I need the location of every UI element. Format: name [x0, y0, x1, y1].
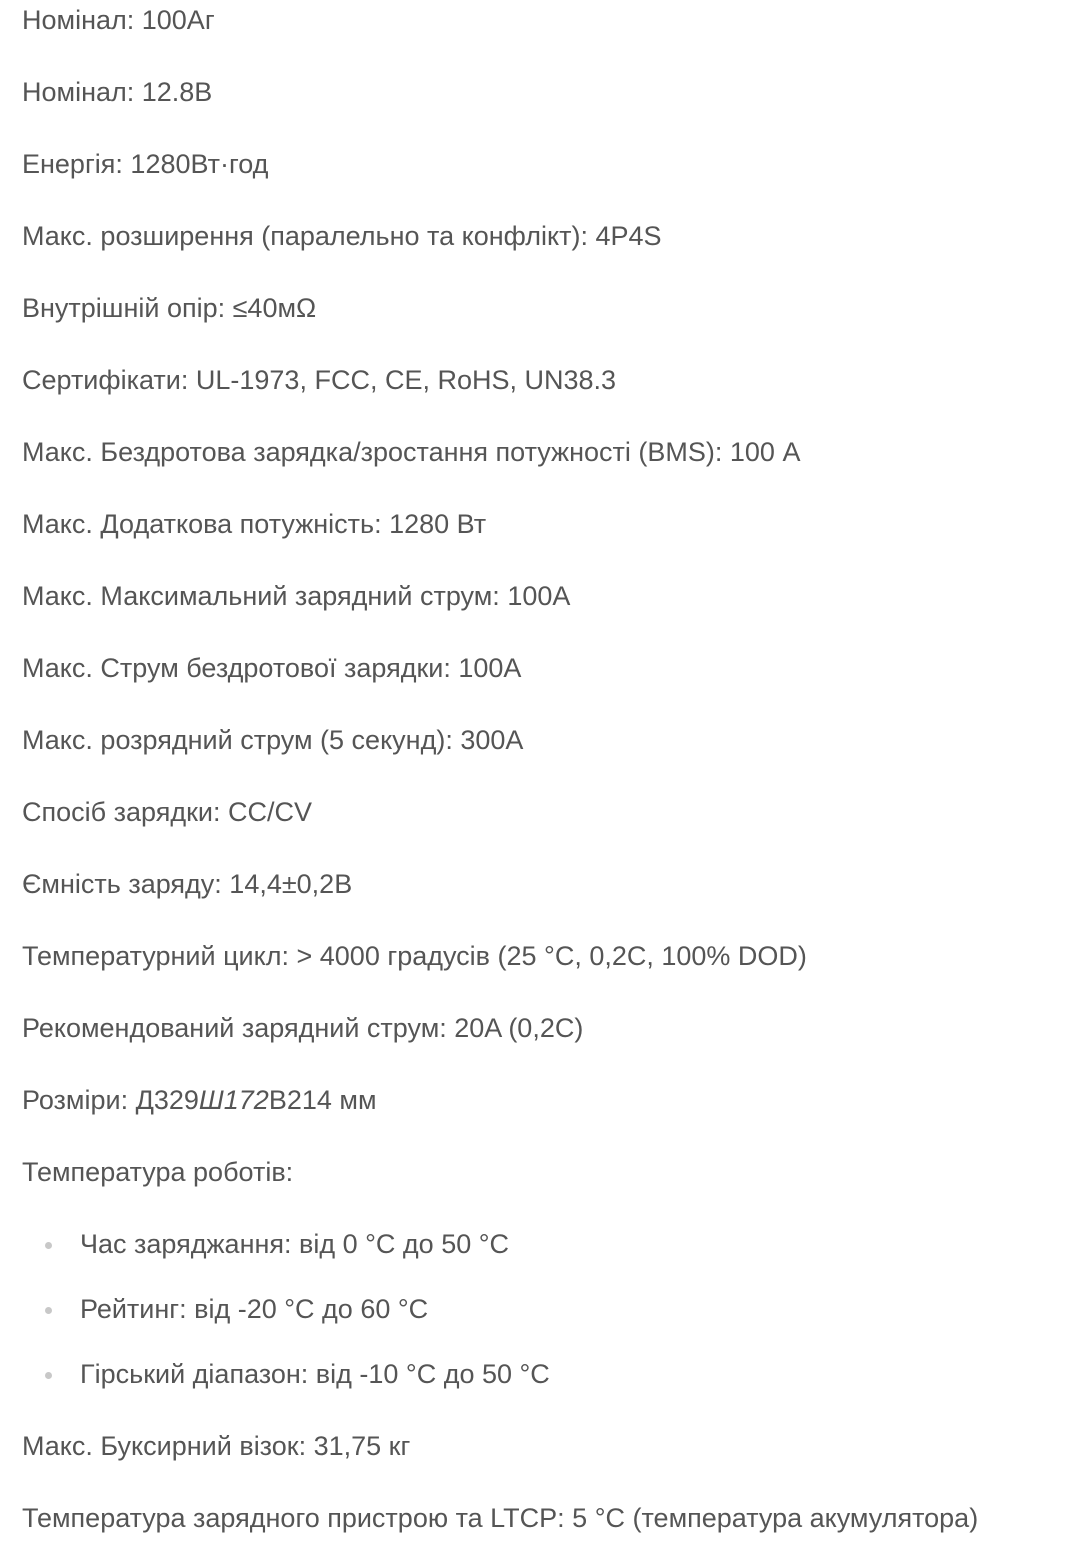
dimensions-italic: Ш172: [198, 1085, 269, 1115]
spec-line: Ємність заряду: 14,4±0,2В: [22, 869, 353, 899]
dimensions-prefix: Розміри: Д329: [22, 1085, 199, 1115]
spec-line: Енергія: 1280Вт·год: [22, 149, 269, 179]
spec-line: Рекомендований зарядний струм: 20A (0,2C): [22, 1013, 584, 1043]
list-item: Час заряджання: від 0 °C до 50 °C: [80, 1224, 550, 1264]
spec-line: Номінал: 12.8В: [22, 77, 213, 107]
dimensions-line: [22, 1080, 377, 1120]
spec-line-ltcp: Температура зарядного пристрою та LTCP: 5 °C (температура акумулятора): [22, 1503, 979, 1533]
spec-line: Макс. розширення (паралельно та конфлікт): 4P4S: [22, 221, 662, 251]
spec-line: Макс. Бездротова зарядка/зростання потужності (BMS): 100 A: [22, 437, 801, 467]
list-item: Рейтинг: від -20 °C до 60 °C: [80, 1289, 550, 1329]
spec-line: Номінал: 100Аг: [22, 5, 215, 35]
spec-line: Спосіб зарядки: CC/CV: [22, 797, 312, 827]
spec-line: Температурний цикл: > 4000 градусів (25 °C, 0,2C, 100% DOD): [22, 941, 807, 971]
spec-line: Внутрішній опір: ≤40мΩ: [22, 293, 317, 323]
operating-temp-list: [22, 1224, 550, 1394]
list-item: Гірський діапазон: від -10 °C до 50 °C: [80, 1354, 550, 1394]
spec-line: Макс. Максимальний зарядний струм: 100A: [22, 581, 571, 611]
spec-line: Макс. Додаткова потужність: 1280 Вт: [22, 509, 487, 539]
operating-temp-label: Температура роботів:: [22, 1157, 294, 1187]
spec-line: Макс. розрядний струм (5 секунд): 300A: [22, 725, 524, 755]
spec-line: Сертифікати: UL-1973, FCC, CE, RoHS, UN38.3: [22, 365, 617, 395]
dimensions-suffix: В214 мм: [268, 1085, 377, 1115]
spec-line-tow: Макс. Буксирний візок: 31,75 кг: [22, 1431, 411, 1461]
spec-line: Макс. Струм бездротової зарядки: 100A: [22, 653, 522, 683]
